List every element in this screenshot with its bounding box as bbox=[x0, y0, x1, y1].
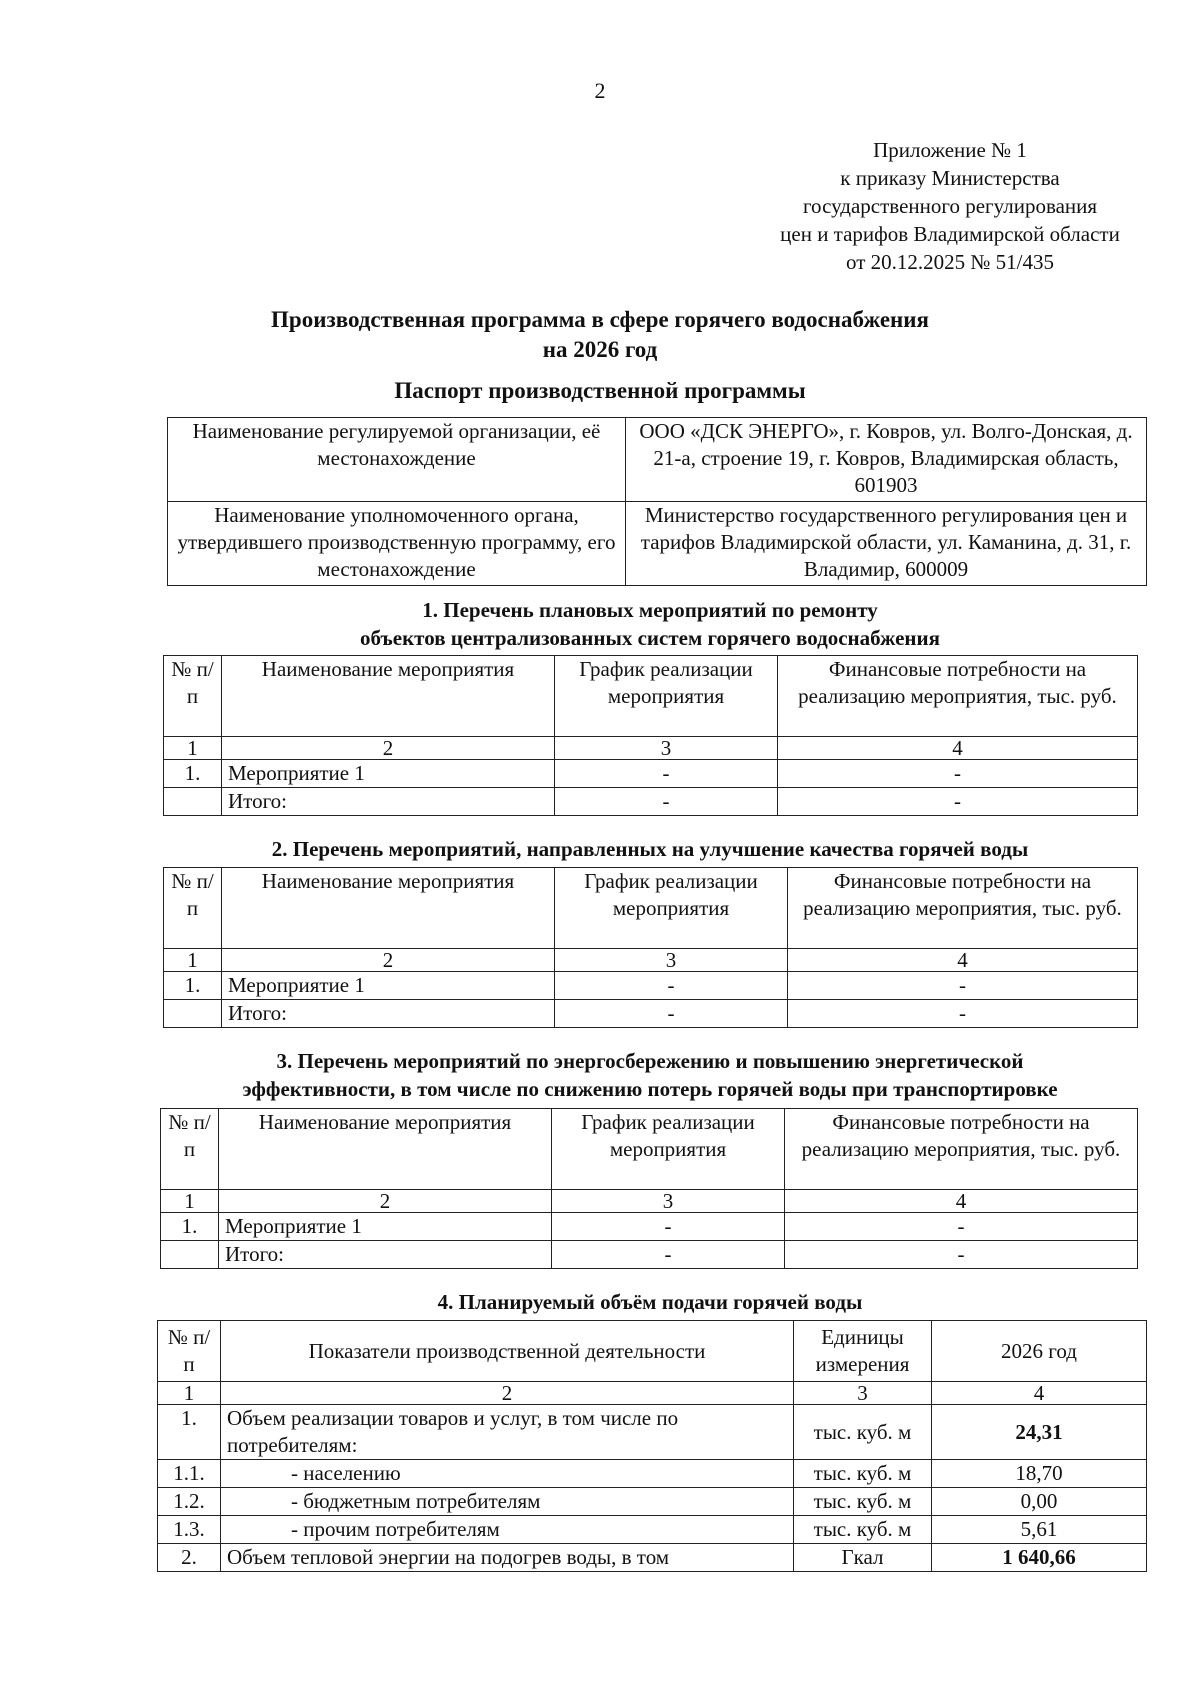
table-row bbox=[164, 760, 1138, 788]
title-line: 2. Перечень мероприятий, направленных на улучшение качества горячей воды bbox=[271, 837, 1029, 861]
row-finance: - bbox=[785, 1213, 1138, 1241]
row-finance: - bbox=[785, 1241, 1138, 1269]
table-row bbox=[164, 1000, 1138, 1028]
appendix-block bbox=[740, 136, 1160, 276]
volume-table bbox=[157, 1320, 1147, 1572]
row-value: 1 640,66 bbox=[932, 1544, 1147, 1572]
events-table-1 bbox=[163, 655, 1138, 816]
passport-value: Министерство государственного регулирования цен и тарифов Владимирской области, ул. Каманина, д. 31, г. Владимир, 600009 bbox=[626, 502, 1147, 586]
events-table-2 bbox=[163, 867, 1138, 1028]
row-num: 1.3. bbox=[158, 1516, 221, 1544]
col-num: 1 bbox=[164, 949, 222, 972]
table-header-row bbox=[164, 868, 1138, 949]
row-unit: тыс. куб. м bbox=[794, 1488, 932, 1516]
row-schedule: - bbox=[552, 1213, 785, 1241]
passport-label: Наименование уполномоченного органа, утвердившего производственную программу, его местонахождение bbox=[168, 502, 626, 586]
row-num: 1. bbox=[164, 760, 222, 788]
section-4-title bbox=[150, 1288, 1150, 1316]
appendix-line: от 20.12.2025 № 51/435 bbox=[845, 250, 1055, 274]
header-schedule: График реализации мероприятия bbox=[555, 868, 788, 949]
table-row bbox=[161, 1213, 1138, 1241]
row-finance: - bbox=[778, 788, 1138, 816]
row-num: 1. bbox=[164, 972, 222, 1000]
passport-label: Наименование регулируемой организации, её местонахождение bbox=[168, 418, 626, 502]
row-name: Объем тепловой энергии на подогрев воды, в том bbox=[221, 1544, 794, 1572]
table-header-row bbox=[164, 656, 1138, 737]
row-name: Итого: bbox=[222, 1000, 555, 1028]
column-numbers-row bbox=[164, 949, 1138, 972]
passport-table bbox=[167, 417, 1147, 586]
col-num: 2 bbox=[219, 1190, 552, 1213]
row-value: 5,61 bbox=[932, 1516, 1147, 1544]
appendix-line: цен и тарифов Владимирской области bbox=[780, 222, 1120, 246]
row-name: Мероприятие 1 bbox=[222, 972, 555, 1000]
title-line: объектов централизованных систем горячего водоснабжения bbox=[360, 626, 940, 650]
events-table-3 bbox=[160, 1108, 1138, 1269]
row-name: - бюджетным потребителям bbox=[221, 1488, 794, 1516]
table-header-row bbox=[161, 1109, 1138, 1190]
column-numbers-row bbox=[161, 1190, 1138, 1213]
col-num: 4 bbox=[788, 949, 1138, 972]
col-num: 2 bbox=[222, 737, 555, 760]
row-unit: тыс. куб. м bbox=[794, 1460, 932, 1488]
header-finance: Финансовые потребности на реализацию мероприятия, тыс. руб. bbox=[785, 1109, 1138, 1190]
col-num: 1 bbox=[161, 1190, 219, 1213]
header-name: Показатели производственной деятельности bbox=[221, 1321, 794, 1382]
col-num: 1 bbox=[164, 737, 222, 760]
row-unit: тыс. куб. м bbox=[794, 1516, 932, 1544]
row-schedule: - bbox=[555, 788, 778, 816]
row-schedule: - bbox=[555, 972, 788, 1000]
row-name: Итого: bbox=[222, 788, 555, 816]
column-numbers-row bbox=[164, 737, 1138, 760]
header-num: № п/п bbox=[161, 1109, 219, 1190]
row-name: Мероприятие 1 bbox=[219, 1213, 552, 1241]
row-value: 0,00 bbox=[932, 1488, 1147, 1516]
row-num bbox=[164, 1000, 222, 1028]
table-row bbox=[168, 418, 1147, 502]
header-num: № п/п bbox=[164, 656, 222, 737]
table-row bbox=[168, 502, 1147, 586]
row-num: 1.2. bbox=[158, 1488, 221, 1516]
row-num: 1. bbox=[161, 1213, 219, 1241]
col-num: 2 bbox=[221, 1382, 794, 1405]
row-schedule: - bbox=[555, 1000, 788, 1028]
table-row bbox=[158, 1516, 1147, 1544]
passport-value: ООО «ДСК ЭНЕРГО», г. Ковров, ул. Волго-Донская, д. 21-а, строение 19, г. Ковров, Владимирская область, 601903 bbox=[626, 418, 1147, 502]
row-name: Объем реализации товаров и услуг, в том числе по потребителям: bbox=[221, 1405, 794, 1460]
title-line: Производственная программа в сфере горячего водоснабжения bbox=[271, 307, 929, 332]
table-row bbox=[161, 1241, 1138, 1269]
section-1-title bbox=[150, 596, 1150, 652]
header-finance: Финансовые потребности на реализацию мероприятия, тыс. руб. bbox=[778, 656, 1138, 737]
col-num: 1 bbox=[158, 1382, 221, 1405]
title-line: 1. Перечень плановых мероприятий по ремонту bbox=[422, 598, 878, 622]
row-num: 2. bbox=[158, 1544, 221, 1572]
col-num: 3 bbox=[794, 1382, 932, 1405]
row-finance: - bbox=[788, 1000, 1138, 1028]
row-value: 18,70 bbox=[932, 1460, 1147, 1488]
header-unit: Единицы измерения bbox=[794, 1321, 932, 1382]
row-unit: тыс. куб. м bbox=[794, 1405, 932, 1460]
header-name: Наименование мероприятия bbox=[222, 656, 555, 737]
header-year: 2026 год bbox=[932, 1321, 1147, 1382]
header-schedule: График реализации мероприятия bbox=[555, 656, 778, 737]
header-finance: Финансовые потребности на реализацию мероприятия, тыс. руб. bbox=[788, 868, 1138, 949]
passport-title: Паспорт производственной программы bbox=[394, 378, 806, 403]
row-name: Итого: bbox=[219, 1241, 552, 1269]
row-name: Мероприятие 1 bbox=[222, 760, 555, 788]
row-unit: Гкал bbox=[794, 1544, 932, 1572]
table-header-row bbox=[158, 1321, 1147, 1382]
header-name: Наименование мероприятия bbox=[222, 868, 555, 949]
col-num: 3 bbox=[552, 1190, 785, 1213]
header-schedule: График реализации мероприятия bbox=[552, 1109, 785, 1190]
row-finance: - bbox=[788, 972, 1138, 1000]
row-schedule: - bbox=[555, 760, 778, 788]
section-3-title bbox=[150, 1047, 1150, 1103]
header-num: № п/п bbox=[164, 868, 222, 949]
appendix-line: Приложение № 1 bbox=[873, 138, 1027, 162]
section-2-title bbox=[150, 835, 1150, 863]
header-name: Наименование мероприятия bbox=[219, 1109, 552, 1190]
title-line: на 2026 год bbox=[542, 337, 658, 362]
row-num: 1.1. bbox=[158, 1460, 221, 1488]
col-num: 4 bbox=[785, 1190, 1138, 1213]
col-num: 4 bbox=[778, 737, 1138, 760]
table-row bbox=[158, 1460, 1147, 1488]
row-name: - прочим потребителям bbox=[221, 1516, 794, 1544]
row-value: 24,31 bbox=[932, 1405, 1147, 1460]
appendix-line: к приказу Министерства bbox=[840, 166, 1060, 190]
title-line: 3. Перечень мероприятий по энергосбережению и повышению энергетической bbox=[276, 1049, 1024, 1073]
table-row bbox=[164, 788, 1138, 816]
col-num: 3 bbox=[555, 949, 788, 972]
table-row bbox=[158, 1544, 1147, 1572]
title-line: эффективности, в том числе по снижению потерь горячей воды при транспортировке bbox=[242, 1077, 1058, 1101]
table-row bbox=[158, 1405, 1147, 1460]
row-finance: - bbox=[778, 760, 1138, 788]
title-line: 4. Планируемый объём подачи горячей воды bbox=[437, 1290, 863, 1314]
page-number: 2 bbox=[594, 78, 606, 103]
row-schedule: - bbox=[552, 1241, 785, 1269]
table-row bbox=[158, 1488, 1147, 1516]
col-num: 2 bbox=[222, 949, 555, 972]
row-name: - населению bbox=[221, 1460, 794, 1488]
header-num: № п/п bbox=[158, 1321, 221, 1382]
column-numbers-row bbox=[158, 1382, 1147, 1405]
row-num bbox=[164, 788, 222, 816]
appendix-line: государственного регулирования bbox=[802, 194, 1098, 218]
document-title bbox=[0, 305, 1200, 365]
col-num: 4 bbox=[932, 1382, 1147, 1405]
row-num: 1. bbox=[158, 1405, 221, 1460]
table-row bbox=[164, 972, 1138, 1000]
col-num: 3 bbox=[555, 737, 778, 760]
row-num bbox=[161, 1241, 219, 1269]
